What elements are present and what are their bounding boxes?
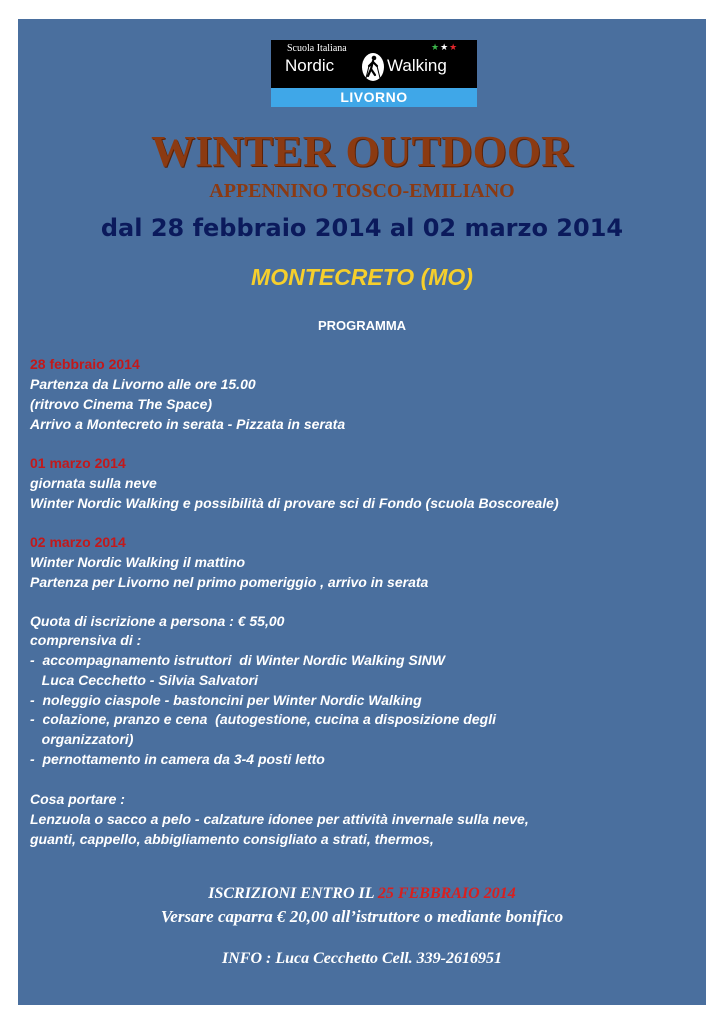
quota-includes: comprensiva di : bbox=[30, 632, 142, 648]
logo-city-text: LIVORNO bbox=[340, 89, 408, 105]
day1-date: 28 febbraio 2014 bbox=[30, 356, 140, 372]
contact-info: INFO : Luca Cecchetto Cell. 339-2616951 bbox=[222, 950, 502, 967]
day1-line: Arrivo a Montecreto in serata - Pizzata in serata bbox=[30, 416, 346, 432]
logo-stars: ★★★ bbox=[431, 42, 459, 52]
day3-line: Partenza per Livorno nel primo pomeriggio , arrivo in serata bbox=[30, 574, 429, 590]
event-dates: dal 28 febbraio 2014 al 02 marzo 2014 bbox=[100, 214, 624, 242]
day2-date: 01 marzo 2014 bbox=[30, 455, 126, 471]
walker-icon bbox=[361, 52, 385, 82]
nordic-walking-logo bbox=[271, 40, 477, 107]
poster bbox=[18, 19, 706, 1005]
registration-date: 25 FEBBRAIO 2014 bbox=[377, 885, 516, 902]
program-heading: PROGRAMMA bbox=[317, 318, 407, 333]
day1-line: Partenza da Livorno alle ore 15.00 bbox=[30, 376, 256, 392]
quota-item: Luca Cecchetto - Silvia Salvatori bbox=[30, 672, 258, 688]
day1-line: (ritrovo Cinema The Space) bbox=[30, 396, 213, 412]
day3-date: 02 marzo 2014 bbox=[30, 534, 126, 550]
day3-line: Winter Nordic Walking il mattino bbox=[30, 554, 246, 570]
logo-top bbox=[271, 40, 477, 88]
day2-line: Winter Nordic Walking e possibilità di provare sci di Fondo (scuola Boscoreale) bbox=[30, 495, 559, 511]
deposit-info: Versare caparra € 20,00 all’istruttore o mediante bonifico bbox=[160, 907, 564, 926]
event-location: MONTECRETO (MO) bbox=[251, 264, 473, 290]
bring-line: Lenzuola o sacco a pelo - calzature idonee per attività invernale sulla neve, bbox=[30, 811, 529, 827]
quota-item: - pernottamento in camera da 3-4 posti letto bbox=[30, 751, 325, 767]
quota-item: organizzatori) bbox=[30, 731, 134, 747]
logo-city-band bbox=[271, 88, 477, 107]
quota-item: - accompagnamento istruttori di Winter Nordic Walking SINW bbox=[30, 652, 445, 668]
registration-deadline bbox=[18, 885, 706, 903]
logo-nordic-text: Nordic bbox=[285, 56, 335, 75]
quota-item: - noleggio ciaspole - bastoncini per Winter Nordic Walking bbox=[30, 692, 422, 708]
day2-line: giornata sulla neve bbox=[30, 475, 157, 491]
logo-walking-text: Walking bbox=[387, 56, 447, 75]
event-title: WINTER OUTDOOR bbox=[151, 127, 573, 176]
logo-school-text: Scuola Italiana bbox=[287, 43, 347, 54]
quota-price: Quota di iscrizione a persona : € 55,00 bbox=[30, 613, 285, 629]
registration-label: ISCRIZIONI ENTRO IL bbox=[208, 885, 378, 902]
bring-line: guanti, cappello, abbigliamento consigliato a strati, thermos, bbox=[30, 831, 434, 847]
quota-item: - colazione, pranzo e cena (autogestione, cucina a disposizione degli bbox=[30, 711, 496, 727]
event-subtitle: APPENNINO TOSCO-EMILIANO bbox=[209, 180, 515, 202]
bring-heading: Cosa portare : bbox=[30, 791, 125, 807]
